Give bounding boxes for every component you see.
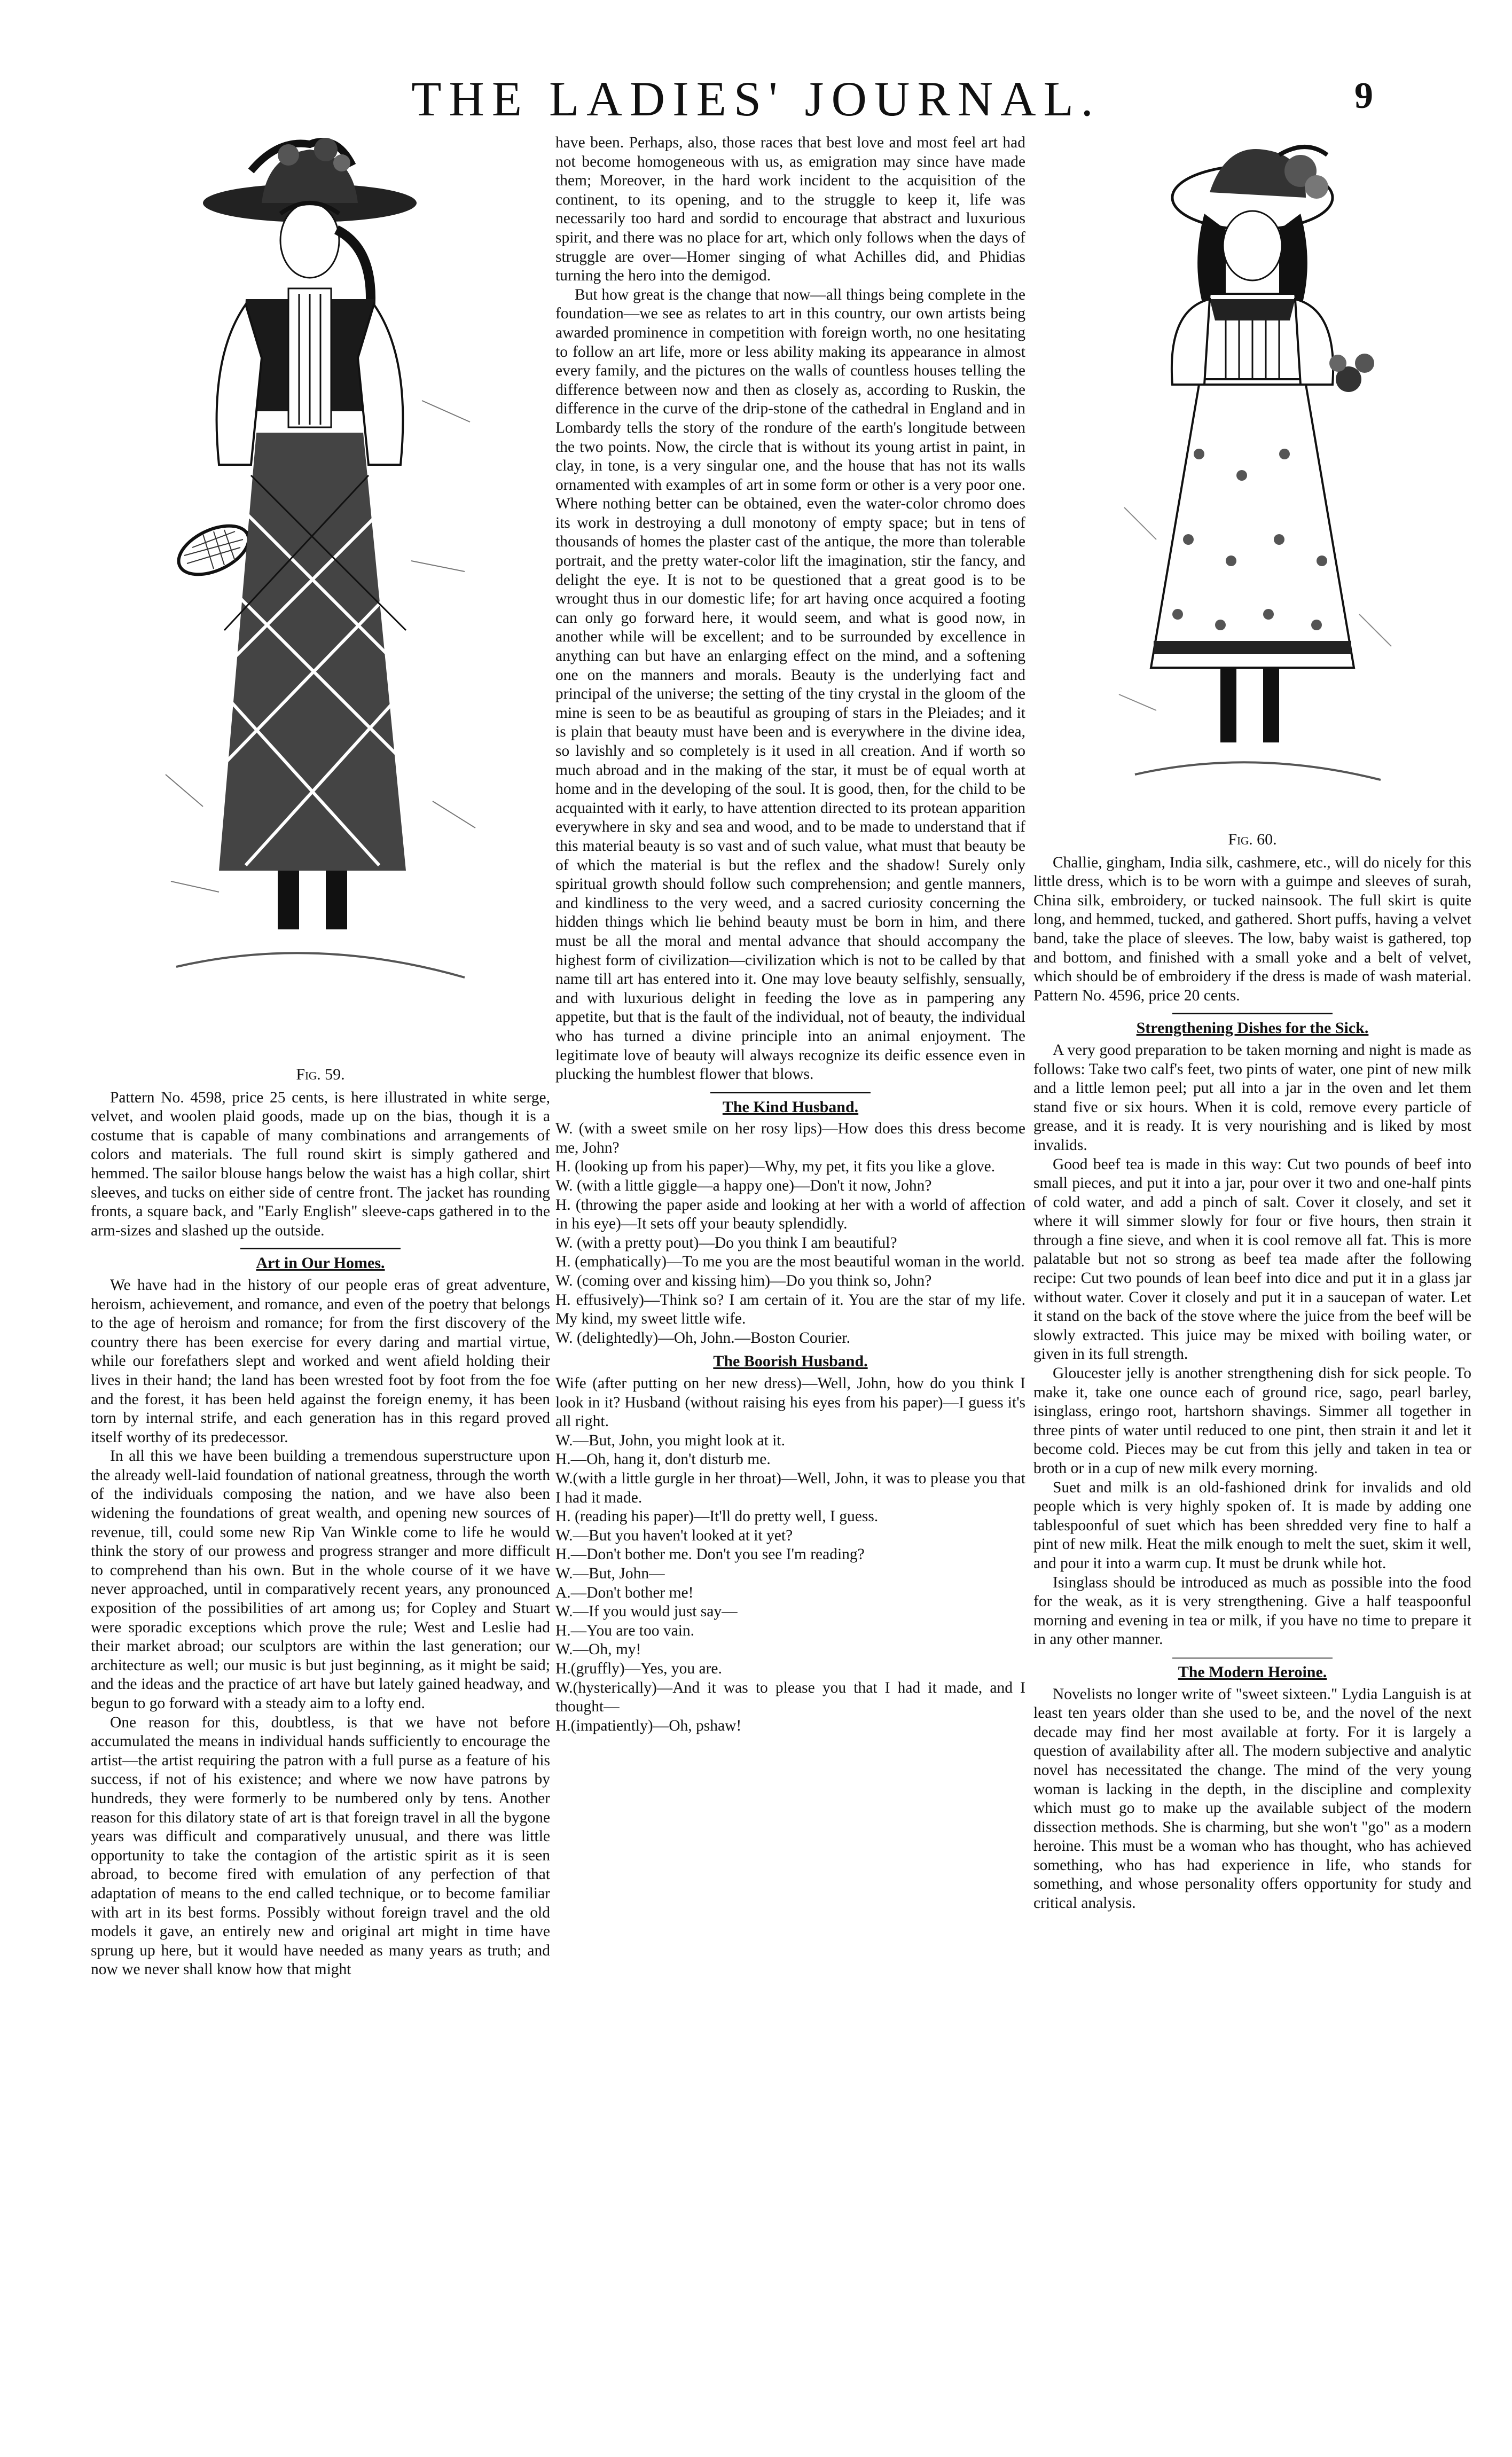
girls-dress-illustration	[1103, 134, 1402, 828]
dialogue-line: H. (looking up from his paper)—Why, my pet, it fits you like a glove.	[555, 1158, 996, 1176]
dialogue-line: W. (with a little giggle—a happy one)—Don't it now, John?	[555, 1177, 932, 1195]
art-paragraph-4: have been. Perhaps, also, those races that best love and most feel art had not become homogeneous with us, as emigration may since have made them; Moreover, in the hard work incident to the acquisition of the continent, to its opening, and to the struggle to keep it, life was necessarily too hard and sordid to encourage that abstract and luxurious spirit, and there was no place for art, which only follows when the days of struggle are over—Homer singing of what Achilles did, and Phidias turning the hero into the demigod.	[555, 134, 1025, 285]
sick-paragraph-4: Suet and milk is an old-fashioned drink for invalids and old people which is very highly spoken of. It is made by adding one tablespoonful of suet which has been shredded very fine to half a pint of new milk. Heat the milk enough to melt the suet, skim it well, and pour it into a warm cup. It must be drunk while hot.	[1033, 1478, 1471, 1572]
dialogue-line: W.(with a little gurgle in her throat)—Well, John, it was to please you that I had it made.	[555, 1469, 1025, 1506]
heading-art-in-our-homes: Art in Our Homes.	[256, 1254, 385, 1272]
dialogue-line: W.—But you haven't looked at it yet?	[555, 1527, 793, 1544]
dialogue-line: W. (delightedly)—Oh, John.—Boston Courier.	[555, 1329, 851, 1347]
kind-husband-dialogue	[555, 1120, 1025, 1348]
dialogue-line: H. (throwing the paper aside and looking at her with a world of affection in his eye)—It sets off your beauty splendidly.	[555, 1196, 1025, 1233]
figure-60-caption: Fig. 60.	[1228, 831, 1277, 848]
dialogue-line: W.—But, John, you might look at it.	[555, 1431, 785, 1449]
dialogue-line: W. (with a sweet smile on her rosy lips)—How does this dress become me, John?	[555, 1120, 1025, 1156]
art-paragraph-5: But how great is the change that now—all things being complete in the foundation—we see as relates to art in this country, our own artists being awarded prominence in competition with foreign worth, no one hesitating to follow an art life, more or less ability making its appearance in almost every family, and the pictures on the walls of countless houses telling the difference between now and then as closely as, according to Ruskin, the difference in the curve of the drip-stone of the cathedral in England and in Lombardy tells the story of the rondure of the earth's longitude between the two points. Now, the circle that is without its young artist in paint, in clay, in tone, is a very singular one, and the house that has not its walls ornamented with examples of art in some form or other is a very poor one. Where nothing better can be obtained, even the water-color chromo does its work in destroying a dull monotony of empty space; but in tens of thousands of homes the plaster cast of the antique, the more than tolerable portrait, and the pretty water-color lift the imagination, stir the fancy, and delight the eye. It is not to be questioned that a great good is to be wrought thus in our domestic life; for art having once acquired a footing can only go forward here, it would seem, and what is good now, in another while will be excellent; and to be surrounded by excellence in anything can but have an enlarging effect on the mind, and a softening one on the manners and morals. Beauty is the underlying fact and principal of the universe; the setting of the tiny crystal in the gloom of the mine is seen to be as beautiful as grouping of stars in the Pleiades; and it is plain that beauty must have been and is everywhere in the divine idea, so lavishly and so completely is it used in all creation. And if worth so much abroad and in the making of the star, it must be of equal worth at home and in the developing of the soul. It is good, then, for the child to be acquainted with it early, to have attention directed to its protean apparition everywhere in sky and sea and wood, and to be made to understand that if this material beauty is so vast and of such value, what must that beauty be of which the material is but the reflex and the shadow! Surely only spiritual growth should follow such comprehension; and gentle manners, and kindliness to the very weed, and a sacred curiosity concerning the hidden things which lie behind beauty must be born in him, and there must be all the moral and mental advance that should accompany the highest form of civilization—civilization which is not to be called by that name till art has entered into it. One may love beauty selfishly, sensually, and with luxurious delight in feeding the love as in pampering any appetite, but that is the fault of the individual, not of beauty, the individual who has turned a divine principle into an animal enjoyment. The legitimate love of beauty will always recognize its deific essence even in plucking the humblest flower that blows.	[555, 286, 1025, 1083]
section-divider	[1172, 1013, 1333, 1014]
page-number: 9	[1354, 75, 1373, 116]
sick-paragraph-3: Gloucester jelly is another strengthening dish for sick people. To make it, take one ounce each of ground rice, sago, pearl barley, isinglass, eringo root, hartshorn shavings. Simmer all together in three pints of water until reduced to one pint, then strain it and let it become cold. Pieces may be cut from this jelly and taken in tea or broth or in a cup of new milk every morning.	[1033, 1365, 1471, 1477]
art-paragraph-2: In all this we have been building a tremendous superstructure upon the already well-laid foundation of national greatness, through the worth of the individuals composing the nation, and we have also been widening the foundations of great wealth, and opening new sources of revenue, till, could some new Rip Van Winkle come to life he would think the story of our prowess and progress stranger and more difficult to comprehend than his own. But in the whole course of it we have never approached, until in comparatively recent years, any pronounced exposition of the possibilities of art among us; for Copley and Stuart were sporadic exceptions which prove the rule; West and Leslie had their market abroad; our sculptors are within the last generation; our architecture as well; our music is but just beginning, as it might be said; and the ideas and the practice of art have but lately gained headway, and begun to go forward with a steady aim to a lofty end.	[91, 1447, 550, 1712]
masthead	[0, 69, 1512, 128]
heading-boorish-husband: The Boorish Husband.	[713, 1352, 868, 1371]
figure-59	[91, 134, 550, 1084]
heroine-paragraph: Novelists no longer write of "sweet sixteen." Lydia Languish is at least ten years older than she used to be, and the novel of the next decade may find her most available at forty. For it is largely a question of availability after all. The modern subjective and analytic novel has necessitated the change. The mind of the very young woman is lacking in the depth, in the discipline and complexity which must go to make up the available subject of the modern dissection methods. She is charming, but she won't "go" as a modern heroine. This must be a woman who has thought, who has achieved something, who has had experience in life, who stands for something, and whose personality offers opportunity for study and critical analysis.	[1033, 1685, 1471, 1912]
dialogue-line: H.—Oh, hang it, don't disturb me.	[555, 1451, 771, 1468]
dialogue-line: H.(impatiently)—Oh, pshaw!	[555, 1717, 742, 1734]
sick-paragraph-5: Isinglass should be introduced as much as possible into the food for the weak, as it is very strengthening. Give a half teaspoonful morning and evening in tea or milk, if you have no time to prepare it in any other manner.	[1033, 1574, 1471, 1648]
figure-59-caption: Fig. 59.	[296, 1066, 345, 1083]
dialogue-line: W. (with a pretty pout)—Do you think I am beautiful?	[555, 1234, 897, 1251]
sick-paragraph-1: A very good preparation to be taken morning and night is made as follows: Take two calf's feet, two pints of water, one pint of new milk and a little lemon peel; put all into a jar in the oven and let them stand five or six hours. When it is cold, remove every particle of grease, and it is ready. It is very nourishing and is liked by most invalids.	[1033, 1041, 1471, 1154]
journal-title: THE LADIES' JOURNAL.	[411, 72, 1101, 126]
pattern-4598-paragraph: Pattern No. 4598, price 25 cents, is here illustrated in white serge, velvet, and woolen plaid goods, made up on the bias, though it is a costume that is capable of many combinations and arrangements of colors and materials. The full round skirt is simply gathered and hemmed. The sailor blouse hangs below the waist has a high collar, shirt sleeves, and tucks on either side of centre front. The jacket has rounding fronts, a square back, and "Early English" sleeve-caps gathered in to the arm-sizes and slashed up the outside.	[91, 1089, 550, 1239]
challie-paragraph: Challie, gingham, India silk, cashmere, etc., will do nicely for this little dress, which is to be worn with a guimpe and sleeves of surah, China silk, embroidery, or tucked nainsook. The full skirt is quite long, and hemmed, tucked, and gathered. Short puffs, having a velvet band, take the place of sleeves. The low, baby waist is gathered, top and bottom, and finished with a small yoke and a belt of velvet, which should be of embroidery if the dress is made of wash material. Pattern No. 4596, price 20 cents.	[1033, 854, 1471, 1004]
figure-60	[1033, 134, 1471, 849]
heading-kind-husband: The Kind Husband.	[722, 1098, 859, 1116]
dialogue-line: A.—Don't bother me!	[555, 1584, 694, 1601]
dialogue-line: W.(hysterically)—And it was to please you that I had it made, and I thought—	[555, 1679, 1025, 1716]
tennis-costume-illustration	[155, 134, 486, 1063]
dialogue-line: Wife (after putting on her new dress)—Well, John, how do you think I look in it? Husband (without raising his eyes from his paper)—I guess it's all right.	[555, 1375, 1025, 1430]
section-divider	[240, 1248, 401, 1249]
column-right	[1033, 134, 1471, 2377]
dialogue-line: H. effusively)—Think so? I am certain of it. You are the star of my life. My kind, my sweet little wife.	[555, 1291, 1025, 1328]
dialogue-line: W.—But, John—	[555, 1564, 665, 1582]
column-middle	[555, 134, 1025, 2377]
art-paragraph-1: We have had in the history of our people eras of great adventure, heroism, achievement, and romance, and even of the poetry that belongs to the age of heroism and romance; for from the first discovery of the country there has been exercise for every daring and martial virtue, while our forefathers slept and worked and went afield holding their lives in their hand; the land has been wrested foot by foot from the foe and the forest, it has been held against the foreign enemy, it has been torn by internal strife, and each generation has in this regard proved itself worthy of its predecessor.	[91, 1276, 550, 1446]
section-divider	[1172, 1657, 1333, 1658]
dialogue-line: W.—Oh, my!	[555, 1641, 641, 1658]
dialogue-line: H. (reading his paper)—It'll do pretty well, I guess.	[555, 1508, 879, 1525]
dialogue-line: H.—Don't bother me. Don't you see I'm reading?	[555, 1546, 865, 1563]
dialogue-line: H.—You are too vain.	[555, 1622, 695, 1639]
sick-paragraph-2: Good beef tea is made in this way: Cut two pounds of beef into small pieces, and put it into a jar, pour over it two and one-half pints of cold water, and add a pinch of salt. Cover it closely, and set it where it will simmer slowly for four or five hours, then strain it through a fine sieve, and when it is cool remove all fat. This is more palatable but not so strong as beef tea made after the following recipe: Cut two pounds of lean beef into dice and put it in a glass jar without water. Cover it closely and put it in a saucepan of water. Let it stand on the back of the stove where the juice from the beef will be slowly extracted. This juice may be mixed with boiling water, or given in its full strength.	[1033, 1155, 1471, 1363]
heading-strengthening-dishes: Strengthening Dishes for the Sick.	[1136, 1019, 1369, 1037]
dialogue-line: W. (coming over and kissing him)—Do you think so, John?	[555, 1272, 932, 1290]
dialogue-line: W.—If you would just say—	[555, 1603, 738, 1621]
heading-modern-heroine: The Modern Heroine.	[1178, 1663, 1327, 1681]
column-left	[91, 134, 550, 2377]
art-paragraph-3: One reason for this, doubtless, is that we have not before accumulated the means in individual hands sufficiently to encourage the artist—the artist requiring the patron with a full purse as a feature of his success, if not of his existence; and where we now have patrons by hundreds, they were formerly to be numbered only by tens. Another reason for this dilatory state of art is that foreign travel in all the bygone years was difficult and comparatively unusual, and there was little opportunity to take the contagion of the artistic spirit as it is seen abroad, to become fired with emulation of any perfection of that adaptation of means to the end called technique, or to become familiar with art in its best forms. Possibly without foreign travel and the old models it gave, an entirely new and original art might in time have sprung up here, but it would have needed as many years as truth; and now we never shall know how that might	[91, 1713, 550, 1978]
section-divider	[710, 1092, 871, 1093]
dialogue-line: H.(gruffly)—Yes, you are.	[555, 1660, 722, 1677]
boorish-husband-dialogue	[555, 1374, 1025, 1735]
dialogue-line: H. (emphatically)—To me you are the most beautiful woman in the world.	[555, 1253, 1025, 1271]
